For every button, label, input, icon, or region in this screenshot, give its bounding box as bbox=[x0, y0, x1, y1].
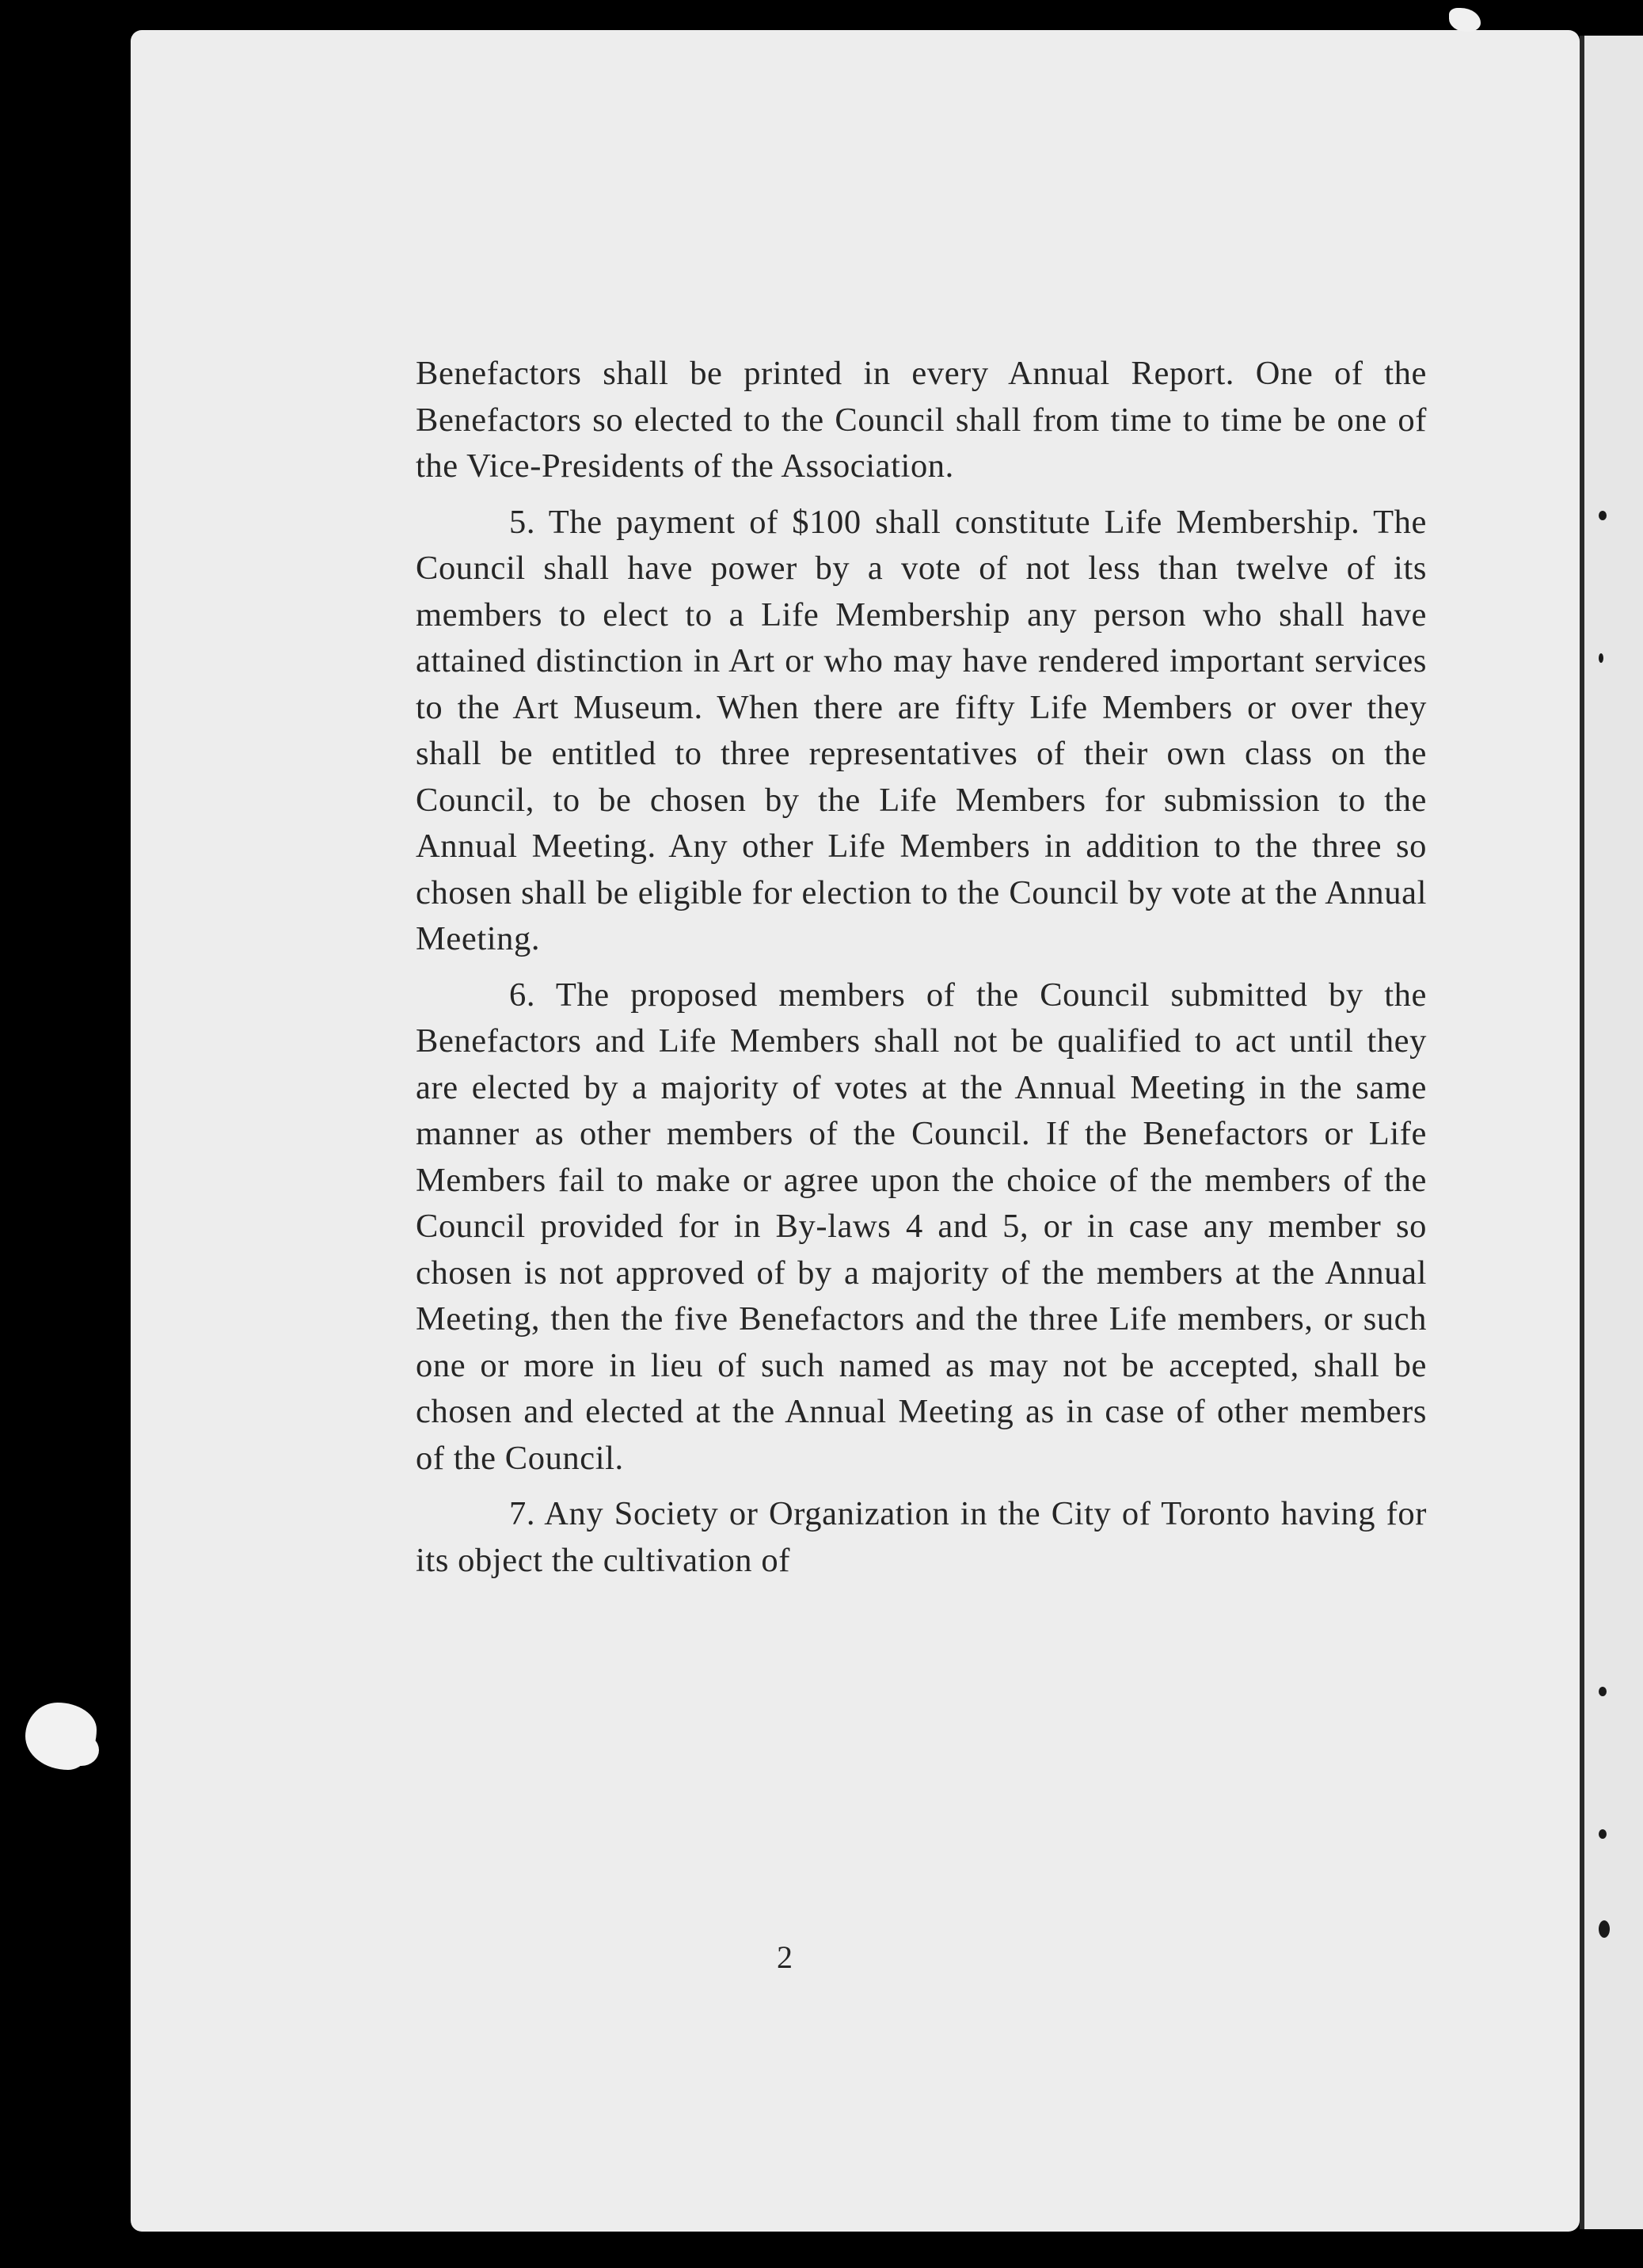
paragraph-bylaw-5: 5. The payment of $100 shall constitute Life Membership. The Council shall have power by a vote of not less than twelve of its members to elect to a Life Membership any person who shall have attained distinction in Art or who may have rendered important services to the Art Museum. When there are fifty Life Members or over they shall be entitled to three representatives of their own class on the Council, to be chosen by the Life Members for submission to the Annual Meeting. Any other Life Members in addition to the three so chosen shall be eligible for election to the Council by vote at the Annual Meeting. bbox=[416, 503, 1427, 957]
paragraph-bylaw-7: 7. Any Society or Organization in the City of Toronto having for its object the cultivation of bbox=[416, 1495, 1427, 1579]
page-number bbox=[131, 1939, 1580, 1976]
scan-blemish bbox=[63, 1734, 99, 1766]
scan-mark bbox=[1599, 511, 1607, 520]
paragraph-benefactors-continued: Benefactors shall be printed in every Annual Report. One of the Benefactors so elected to the Council shall from time to time be one of the Vice-Presidents of the Association. bbox=[416, 355, 1427, 485]
paragraph-bylaw-6: 6. The proposed members of the Council submitted by the Benefactors and Life Members shall not be qualified to act until they are elected by a majority of votes at the Annual Meeting in the same manner as other members of the Council. If the Benefactors or Life Members fail to make or agree upon the choice of the members of the Council provided for in By-laws 4 and 5, or in case any member so chosen is not approved of by a majority of the members at the Annual Meeting, then the five Benefactors and the three Life members, or such one or more in lieu of such named as may not be accepted, shall be chosen and elected at the Annual Meeting as in case of other members of the Council. bbox=[416, 976, 1427, 1477]
adjacent-page-edge bbox=[1580, 36, 1643, 2229]
page-number-text: 2 bbox=[777, 1939, 793, 1975]
scan-mark bbox=[1599, 1920, 1610, 1938]
document-page bbox=[131, 30, 1580, 2232]
scan-mark bbox=[1599, 653, 1603, 663]
scan-blemish bbox=[1449, 8, 1481, 32]
scan-mark bbox=[1599, 1687, 1607, 1696]
scan-mark bbox=[1599, 1829, 1607, 1839]
body-text bbox=[416, 351, 1427, 1593]
